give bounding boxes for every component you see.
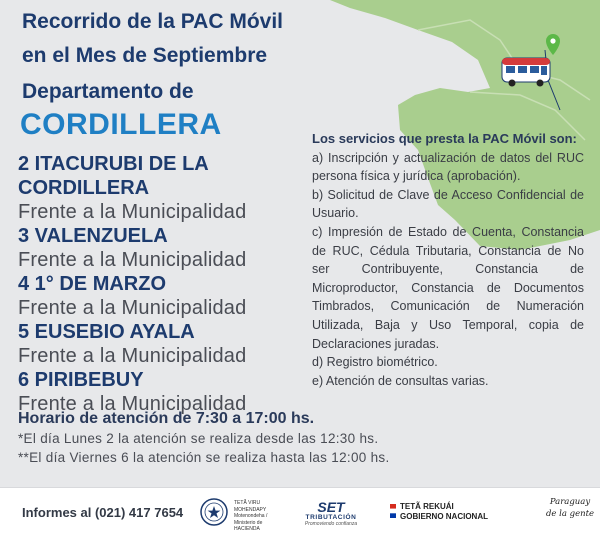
note-monday: *El día Lunes 2 la atención se realiza desde las 12:30 hs. [18, 431, 379, 446]
slogan [540, 496, 600, 520]
services-panel [312, 130, 584, 390]
stop-address: Frente a la Municipalidad [18, 201, 247, 223]
stop-item [18, 224, 318, 272]
slogan-line-2: de la gente [545, 509, 595, 519]
slogan-line-1: Paraguay [549, 497, 591, 507]
stop-address: Frente a la Municipalidad [18, 345, 247, 367]
note-friday: **El día Viernes 6 la atención se realiza hasta las 12:00 hs. [18, 450, 390, 465]
service-item: d) Registro biométrico. [312, 355, 438, 370]
service-item: a) Inscripción y actualización de datos del RUC persona física y jurídica (aprobación). [312, 150, 584, 184]
government-name-spanish: GOBIERNO NACIONAL [400, 512, 488, 521]
stop-item [18, 152, 318, 224]
stop-address: Frente a la Municipalidad [18, 297, 247, 319]
bus-icon [502, 58, 550, 87]
service-item: c) Impresión de Estado de Cuenta, Constancia de RUC, Cédula Tributaria, Constancia de No ser Contribuyente, Constancia de Microproductor, Constancia de Documentos Timbrados, Comunicación de Numeración Utilizada, Baja y Uso Temporal, copia de Declaraciones juradas. [312, 224, 584, 351]
service-item: b) Solicitud de Clave de Acceso Confidencial de Usuario. [312, 187, 584, 221]
flag-icon [390, 504, 396, 518]
contact-phone: Informes al (021) 417 7654 [22, 505, 184, 520]
set-logo-name: SET [317, 499, 345, 515]
set-logo [302, 500, 360, 527]
title-line-3: Departamento de [22, 80, 194, 103]
stop-name: 6 PIRIBEBUY [18, 369, 144, 391]
stop-name: 4 1° DE MARZO [18, 273, 167, 295]
government-name [400, 502, 488, 522]
set-logo-tagline: Promoviendo confianza [304, 521, 358, 527]
stops-list [18, 152, 318, 416]
stop-item [18, 272, 318, 320]
national-seal-icon [200, 498, 228, 526]
service-item: e) Atención de consultas varias. [312, 373, 489, 388]
stop-name-continued: CORDILLERA [18, 177, 150, 199]
title-line-2: en el Mes de Septiembre [22, 44, 268, 67]
stop-name: 2 ITACURUBI DE LA [18, 153, 209, 175]
stop-name: 5 EUSEBIO AYALA [18, 321, 195, 343]
stop-item [18, 320, 318, 368]
services-list [312, 149, 584, 391]
stop-address: Frente a la Municipalidad [18, 249, 247, 271]
stop-name: 3 VALENZUELA [18, 225, 168, 247]
footer [0, 487, 600, 539]
title-line-1: Recorrido de la PAC Móvil [22, 10, 283, 33]
opening-hours: Horario de atención de 7:30 a 17:00 hs. [18, 410, 315, 427]
stop-item [18, 368, 318, 416]
stop-address: Frente a la Municipalidad [18, 393, 247, 415]
services-title: Los servicios que presta la PAC Móvil son: [312, 131, 577, 146]
government-name-guarani: TETÃ REKUÁI [400, 502, 454, 511]
department-name: CORDILLERA [20, 108, 222, 141]
set-logo-subtitle: TRIBUTACIÓN [305, 514, 357, 521]
ministry-name: TETÃ VIRU MOHENDAPY Motenondeha / Ministerio de HACIENDA [234, 500, 268, 532]
